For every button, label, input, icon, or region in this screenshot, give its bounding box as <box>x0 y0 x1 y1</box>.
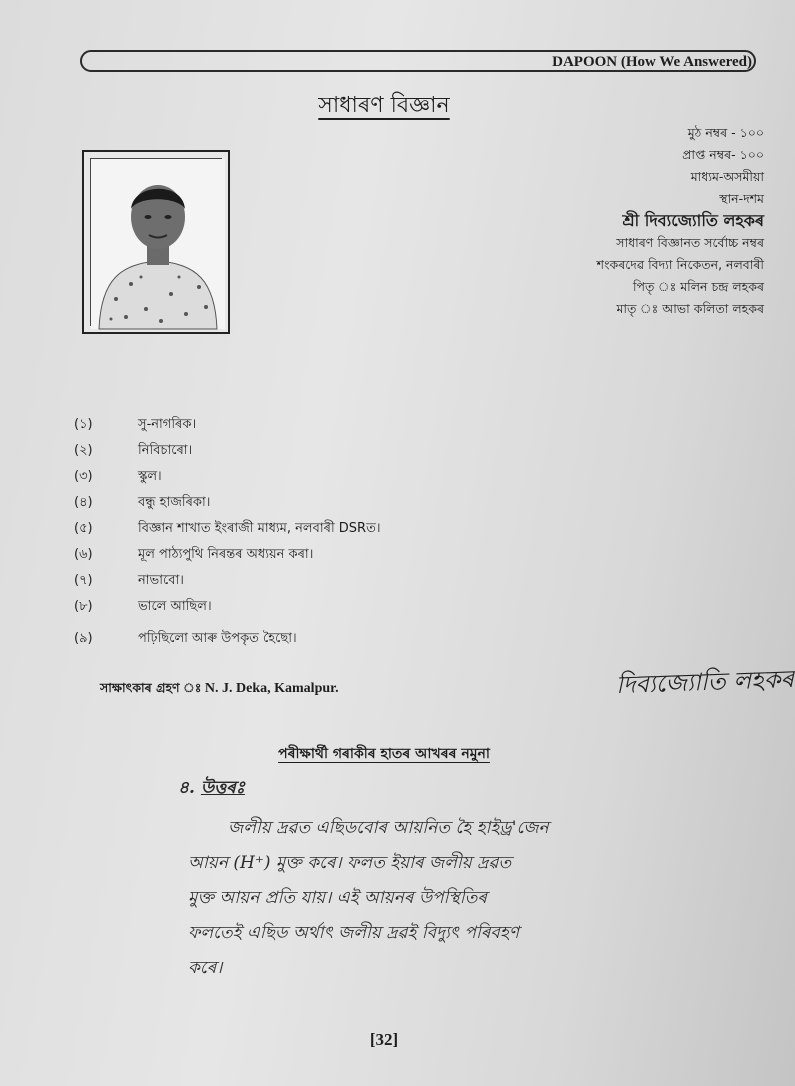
photo-image <box>90 158 222 326</box>
list-text: ভালে আছিল। <box>138 599 212 614</box>
list-text: বন্ধু হাজৰিকা। <box>138 495 211 510</box>
mother-name: মাতৃ ঃ আভা কলিতা লহকৰ <box>616 301 764 316</box>
list-number: (৩) <box>74 469 93 484</box>
medium: মাধ্যম-অসমীয়া <box>690 169 764 184</box>
answer-label: উত্তৰঃ <box>200 778 245 798</box>
student-info <box>597 122 764 320</box>
list-number: (২) <box>74 443 93 458</box>
page-number: [32] <box>369 1030 399 1049</box>
school-name: শংকৰদেৱ বিদ্যা নিকেতন, নলবাৰী <box>596 257 764 272</box>
list-text: স্কুল। <box>138 469 162 484</box>
list-number: (৯) <box>74 631 93 646</box>
handwritten-line: কৰে। <box>188 958 223 978</box>
signature: দিব্যজ্যোতি লহকৰ <box>615 664 795 700</box>
list-text: নিবিচাৰো। <box>138 443 193 458</box>
handwritten-line: মুক্ত আয়ন প্ৰতি যায়। এই আয়নৰ উপস্থিতিৰ <box>188 888 487 908</box>
interview-credit <box>100 680 339 700</box>
list-text: পঢ়িছিলো আৰু উপকৃত হৈছো। <box>138 631 297 646</box>
obtained-marks: প্ৰাপ্ত নম্বৰ- ১০০ <box>682 147 764 162</box>
list-number: (৭) <box>74 573 93 588</box>
student-photo <box>82 150 230 334</box>
list-number: (৬) <box>74 547 93 562</box>
list-number: (৪) <box>74 495 93 510</box>
interview-label: সাক্ষাৎকাৰ গ্ৰহণ ঃ <box>100 680 202 695</box>
subject-title-text: সাধাৰণ বিজ্ঞান <box>318 93 450 118</box>
portrait-illustration <box>91 159 225 329</box>
list-text: সু-নাগৰিক। <box>138 417 197 432</box>
handwritten-line: আয়ন (H⁺) মুক্ত কৰে। ফলত ইয়াৰ জলীয় দ্ৰৱত <box>188 853 512 873</box>
handwritten-line: জলীয় দ্ৰৱত এছিডবোৰ আয়নিত হৈ হাইড্ৰ'জেন <box>228 818 549 838</box>
handwriting-sample-title-text: পৰীক্ষাৰ্থী গৰাকীৰ হাতৰ আখৰৰ নমুনা <box>278 746 490 762</box>
total-marks: মুঠ নম্বৰ - ১০০ <box>687 125 764 140</box>
handwriting-sample-title <box>0 742 768 766</box>
highest-marks-note: সাধাৰণ বিজ্ঞানত সৰ্বোচ্চ নম্বৰ <box>616 235 764 250</box>
header-title: DAPOON (How We Answered) <box>552 54 752 70</box>
list-number: (৫) <box>74 521 93 536</box>
student-name: শ্ৰী দিব্যজ্যোতি লহকৰ <box>622 211 764 230</box>
answer-number: ৪. <box>178 778 195 798</box>
father-name: পিতৃ ঃ মলিন চন্দ্ৰ লহকৰ <box>632 279 764 294</box>
position: স্থান-দশম <box>719 191 764 206</box>
list-text: বিজ্ঞান শাখাত ইংৰাজী মাধ্যম, নলবাৰী DSRত। <box>138 521 381 536</box>
interview-value: N. J. Deka, Kamalpur. <box>204 681 339 696</box>
list-number: (১) <box>74 417 93 432</box>
list-text: মূল পাঠ্যপুথি নিৰন্তৰ অধ্যয়ন কৰা। <box>138 547 314 562</box>
list-number: (৮) <box>74 599 93 614</box>
subject-title <box>0 88 768 125</box>
handwritten-line: ফলতেই এছিড অৰ্থাৎ জলীয় দ্ৰৱই বিদ্যুৎ পৰিবহণ <box>188 923 520 943</box>
list-text: নাভাবো। <box>138 573 184 588</box>
answer-heading <box>178 775 245 803</box>
